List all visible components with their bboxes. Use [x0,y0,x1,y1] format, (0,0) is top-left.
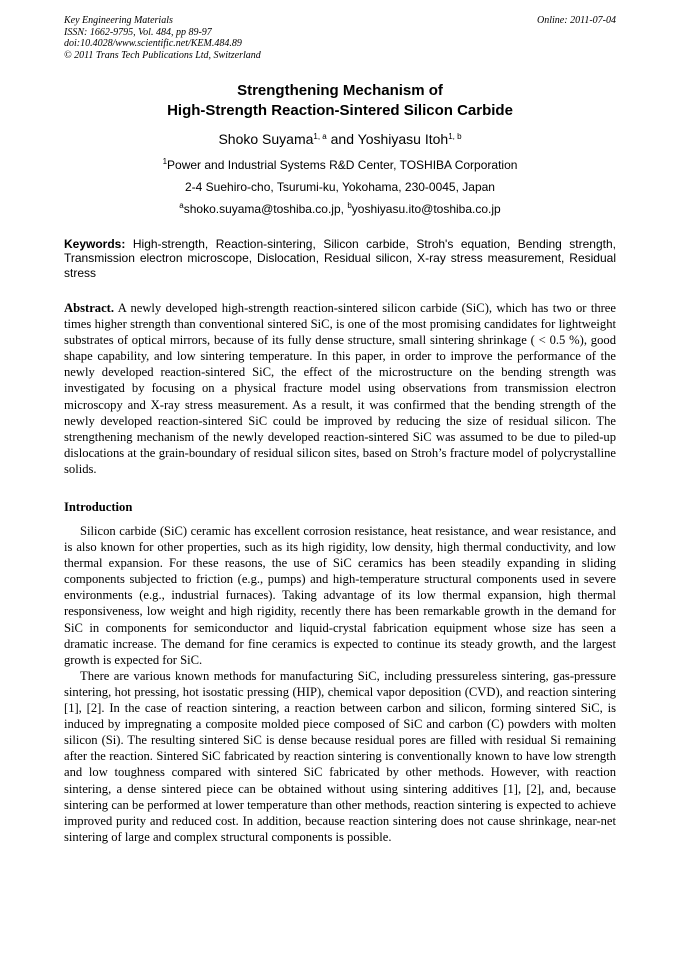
introduction-heading: Introduction [64,500,133,514]
online-date: Online: 2011-07-04 [537,15,616,26]
affiliation-marker: 1 [162,157,168,166]
affiliation-organization [64,158,616,172]
title-line-1: Strengthening Mechanism of [237,82,443,99]
affiliation-org-text: Power and Industrial Systems R&D Center, TOSHIBA Corporation [167,158,518,172]
introduction-body [64,523,616,845]
copyright-line: © 2011 Trans Tech Publications Ltd, Switzerland [64,49,261,61]
introduction-paragraph: Silicon carbide (SiC) ceramic has excellent corrosion resistance, heat resistance, and wear resistance, and is also known for other properties, such as its high rigidity, low density, high thermal conductivity, and low thermal expansion. For these reasons, the use of SiC ceramics has been steadily expanding in sliding components subjected to friction (e.g., pumps) and high-temperature structural components used in severe environments (e.g., industrial furnaces). Taking advantage of its low thermal expansion, high thermal responsiveness, low weight and high rigidity, recently there has been remarkable growth in the demand for SiC in components for semiconductor and liquid-crystal fabrication equipment whose size has seen a dramatic increase. The demand for fine ceramics is expected to continue its steady growth, and the largest growth is expected for SiC. [64,524,616,667]
email-b-marker: b [347,201,352,210]
title-line-2: High-Strength Reaction-Sintered Silicon Carbide [167,102,513,119]
abstract-label: Abstract. [64,301,115,315]
author-1-name: Shoko Suyama [218,131,314,147]
affiliation-emails [64,202,616,216]
abstract-text: A newly developed high-strength reaction-sintered silicon carbide (SiC), which has two or three times higher strength than conventional sintered SiC, is one of the most promising candidates for lightweight substrates of optical mirrors, because of its fully dense structure, small sintering shrinkage ( < 0.5 %), good shape capability, and low sintering temperature. In this paper, in order to improve the performance of the newly developed reaction-sintered SiC, the effect of the microstructure on the bending strength was investigated by focusing on a physical fracture model using observations from transmission electron microscopy and X-ray stress measurement. As a result, it was confirmed that the bending strength of the newly developed reaction-sintered SiC could be improved by reducing the size of residual silicon. The strengthening mechanism of the newly developed reaction-sintered SiC was assumed to be due to piled-up dislocations at the grain-boundary of residual silicon sites, based on Stroh’s fracture model of polycrystalline solids. [64,301,616,476]
issn-line: ISSN: 1662-9795, Vol. 484, pp 89-97 [64,26,212,38]
publication-header [64,15,616,61]
author-list [64,130,616,148]
affiliation-address: 2-4 Suehiro-cho, Tsurumi-ku, Yokohama, 230-0045, Japan [185,180,495,194]
author-2-affiliation-marker: 1, b [448,132,462,141]
email-a: shoko.suyama@toshiba.co.jp, [183,202,348,216]
journal-name: Key Engineering Materials [64,15,173,26]
introduction-paragraph: There are various known methods for manufacturing SiC, including pressureless sintering, gas-pressure sintering, hot pressing, hot isostatic pressing (HIP), chemical vapor deposition (CVD), and reaction sintering [1], [2]. In the case of reaction sintering, a reaction between carbon and silicon, forming sintered SiC, is induced by impregnating a composite molded piece composed of SiC and carbon (C) powders with molten silicon (Si). The resulting sintered SiC is dense because residual pores are filled with residual Si remaining after the reaction. Sintered SiC fabricated by reaction sintering is conventionally known to have low strength and low toughness compared with sintered SiC fabricated by other methods. However, with reaction sintering, a dense sintered piece can be obtained without using sintering additives [1], [2], and, because sintering can be performed at lower temperature than other methods, reaction sintering is expected to achieve improved purity and reduced cost. In addition, because reaction sintering does not cause shrinkage, near-net sintering of large and complex structural components is possible. [64,668,616,844]
author-conjunction: and [326,131,358,147]
author-1-affiliation-marker: 1, a [313,132,327,141]
author-2-name: Yoshiyasu Itoh [357,131,449,147]
paper-title [64,81,616,121]
abstract-block [64,300,616,477]
email-b: yoshiyasu.ito@toshiba.co.jp [351,202,501,216]
doi-line: doi:10.4028/www.scientific.net/KEM.484.89 [64,38,242,50]
keywords-text: High-strength, Reaction-sintering, Silicon carbide, Stroh's equation, Bending strength, Transmission electron microscope, Dislocation, Residual silicon, X-ray stress measurement, Residual stress [64,237,616,280]
email-a-marker: a [179,201,184,210]
keywords-label: Keywords: [64,237,126,251]
keywords-block [64,237,616,280]
